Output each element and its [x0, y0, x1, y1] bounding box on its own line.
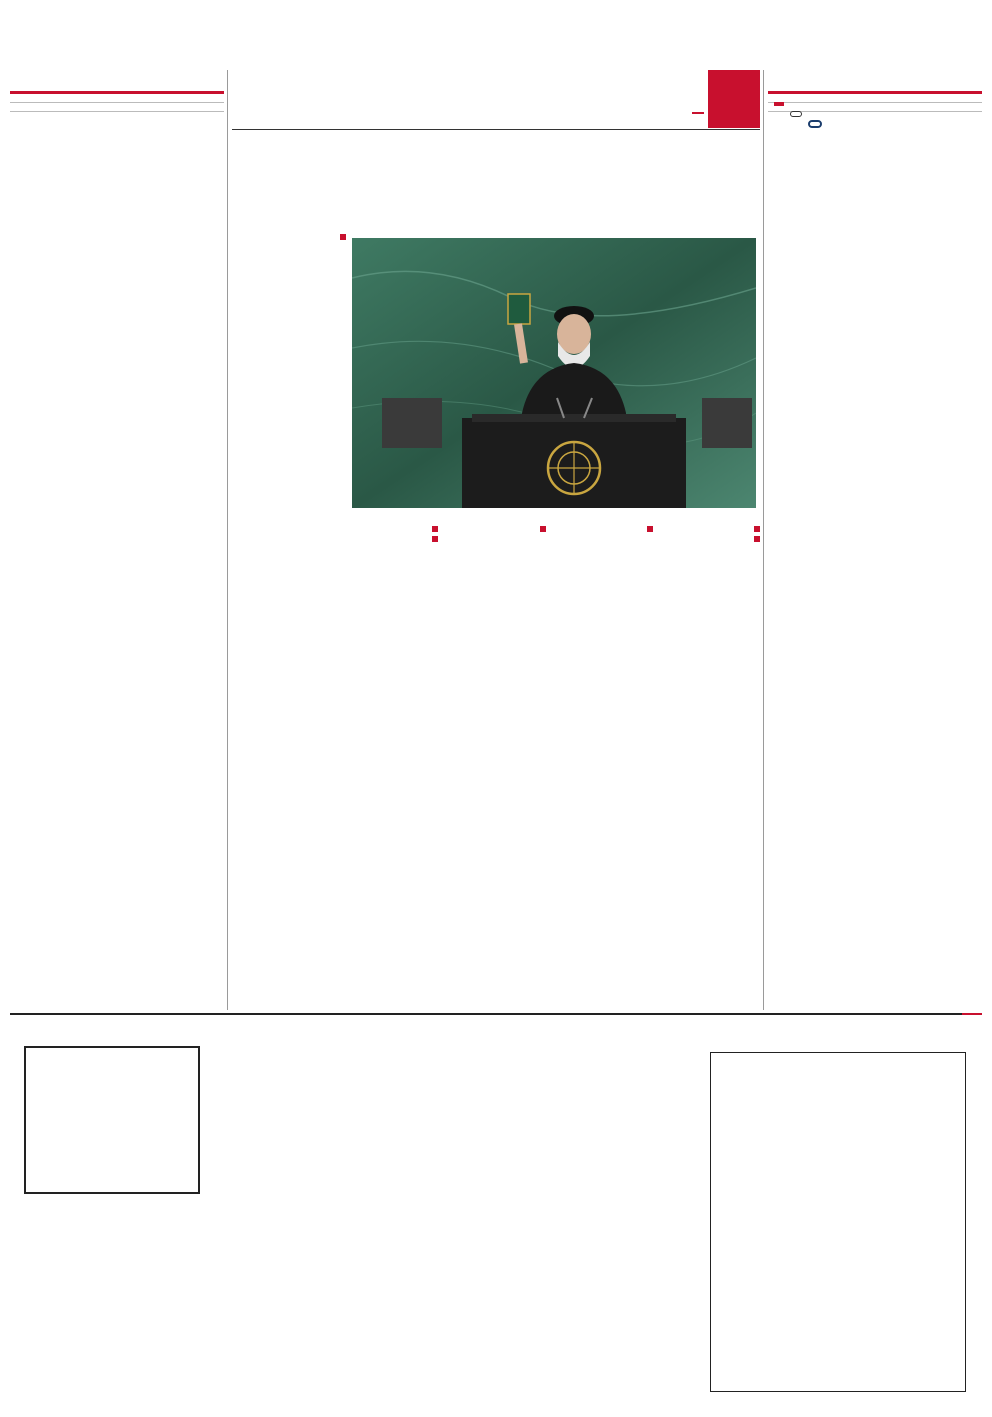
left-column	[10, 70, 224, 1010]
sobhe-no-logo	[790, 111, 802, 117]
subhead	[339, 536, 438, 542]
puzzle-section-tag	[962, 1013, 982, 1015]
crossword-clues	[336, 1036, 666, 1406]
javan-logo	[708, 70, 760, 128]
subhead	[661, 526, 760, 532]
column-divider	[227, 70, 228, 1010]
section-title-press-review	[768, 70, 982, 94]
divider	[768, 102, 982, 103]
section-title-news-brief	[10, 70, 224, 94]
article-column	[232, 522, 331, 1007]
main-article-columns	[232, 522, 760, 1007]
section-masthead	[232, 70, 760, 130]
puzzle-section-rule	[10, 1013, 982, 1027]
photo-illustration	[352, 238, 756, 508]
article-column	[554, 522, 653, 1007]
lead-column	[232, 230, 346, 520]
hamshahri-logo	[774, 102, 784, 106]
divider	[10, 111, 224, 112]
crossword-puzzle[interactable]	[674, 1036, 974, 1396]
divider	[10, 102, 224, 103]
main-photo	[352, 238, 756, 508]
subhead	[339, 526, 438, 532]
article-column	[446, 522, 545, 1007]
article-column	[661, 522, 760, 1007]
subhead	[554, 526, 653, 532]
crossword-grid[interactable]	[710, 1052, 966, 1392]
sudoku-grid[interactable]	[24, 1046, 200, 1194]
report-tag	[692, 112, 704, 114]
article-column	[339, 522, 438, 1007]
subhead	[446, 526, 545, 532]
right-column	[768, 70, 982, 1010]
kayhan-logo	[808, 120, 822, 128]
subhead	[661, 536, 760, 542]
subhead	[232, 234, 346, 240]
small-crossword-grid	[24, 1206, 204, 1390]
crossword-column-numbers	[710, 1036, 966, 1050]
column-divider	[763, 70, 764, 1010]
